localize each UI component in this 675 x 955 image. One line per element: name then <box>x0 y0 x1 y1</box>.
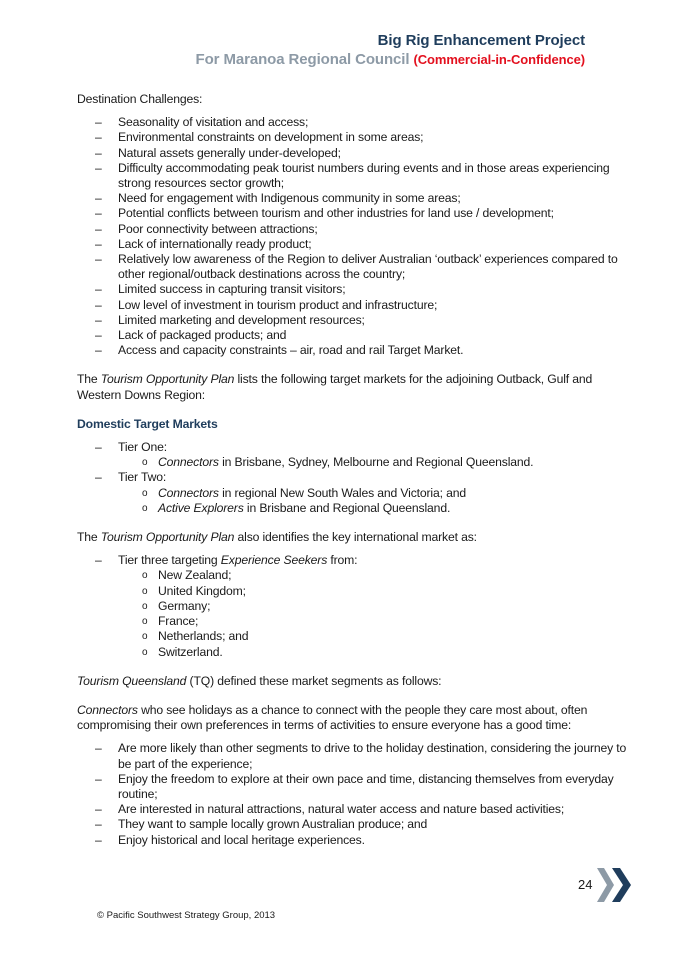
list-item: – Access and capacity constraints – air, road and rail Target Market. <box>95 343 464 358</box>
document-body <box>77 92 637 848</box>
plan-title: Tourism Opportunity Plan <box>100 530 235 545</box>
list-item: – Difficulty accommodating peak tourist numbers during events and in those areas experiencing strong resources sector growth; <box>95 160 610 191</box>
target-markets-intro: The Tourism Opportunity Plan lists the following target markets for the adjoining Outback, Gulf and Western Downs Region: <box>77 372 593 402</box>
domestic-markets-list <box>77 440 637 516</box>
organisation-name: Tourism Queensland <box>77 673 187 688</box>
dash-bullet: – <box>95 802 102 817</box>
connectors-traits-list <box>77 741 637 847</box>
challenges-list <box>77 115 637 358</box>
client-subtitle <box>196 50 585 69</box>
page-header <box>196 31 585 69</box>
dash-bullet: – <box>95 817 102 832</box>
challenges-heading: Destination Challenges: <box>77 92 203 106</box>
dash-bullet: – <box>95 553 102 568</box>
circle-bullet: o <box>142 457 148 469</box>
dash-bullet: – <box>95 160 102 175</box>
list-item: – They want to sample locally grown Australian produce; and <box>95 817 428 832</box>
list-item: – Limited marketing and development resources; <box>95 312 365 327</box>
dash-bullet: – <box>95 145 102 160</box>
project-title: Big Rig Enhancement Project <box>377 32 585 49</box>
list-item: – Enjoy historical and local heritage experiences. <box>95 832 365 847</box>
circle-bullet: o <box>142 502 148 514</box>
dash-bullet: – <box>95 297 102 312</box>
list-item: – Low level of investment in tourism product and infrastructure; <box>95 297 438 312</box>
list-item: – Relatively low awareness of the Region to deliver Australian ‘outback’ experiences compared to other regional/outback destinations across the country; <box>95 252 618 282</box>
list-item: – Environmental constraints on development in some areas; <box>95 130 424 145</box>
dash-bullet: – <box>95 191 102 206</box>
tier-one-item: – Tier One: o Connectors in Brisbane, Sydney, Melbourne and Regional Queensland. <box>77 440 637 470</box>
list-item: o Netherlands; and <box>142 629 249 644</box>
dash-bullet: – <box>95 771 102 786</box>
list-item: o Switzerland. <box>142 644 223 659</box>
list-item: – Lack of packaged products; and <box>95 328 287 343</box>
list-item: – Are more likely than other segments to drive to the holiday destination, considering the journey to be part of the experience; <box>95 741 627 771</box>
circle-bullet: o <box>142 600 148 612</box>
tier-two-item: – Tier Two: o Connectors in regional New South Wales and Victoria; and o Active Explorers in Brisbane and Regional Queensland. <box>77 470 637 516</box>
domestic-markets-heading: Domestic Target Markets <box>77 416 218 431</box>
list-item: – Are interested in natural attractions, natural water access and nature based activities; <box>95 802 565 817</box>
dash-bullet: – <box>95 115 102 130</box>
list-item: – Potential conflicts between tourism and other industries for land use / development; <box>95 206 554 221</box>
tq-segments-intro: Tourism Queensland (TQ) defined these market segments as follows: <box>77 673 442 688</box>
circle-bullet: o <box>142 616 148 628</box>
dash-bullet: – <box>95 440 102 455</box>
connectors-definition: Connectors who see holidays as a chance to connect with the people they care most about, often compromising their own preferences in terms of activities to ensure everyone has a good time: <box>77 702 588 733</box>
list-item: – Poor connectivity between attractions; <box>95 221 318 236</box>
dash-bullet: – <box>95 130 102 145</box>
dash-bullet: – <box>95 470 102 485</box>
dash-bullet: – <box>95 741 102 756</box>
client-name: For Maranoa Regional Council <box>195 51 414 68</box>
dash-bullet: – <box>95 343 102 358</box>
circle-bullet: o <box>142 585 148 597</box>
list-item: – Lack of internationally ready product; <box>95 236 312 251</box>
list-item: o Germany; <box>142 598 211 613</box>
circle-bullet: o <box>142 570 148 582</box>
dash-bullet: – <box>95 328 102 343</box>
list-item: o Connectors in Brisbane, Sydney, Melbourne and Regional Queensland. <box>142 455 534 470</box>
dash-bullet: – <box>95 206 102 221</box>
tier-one-sublist <box>118 455 637 470</box>
dash-bullet: – <box>95 832 102 847</box>
international-market-intro: The Tourism Opportunity Plan also identifies the key international market as: <box>77 530 477 545</box>
list-item: – Seasonality of visitation and access; <box>95 115 309 130</box>
international-markets-list <box>77 553 637 659</box>
dash-bullet: – <box>95 252 102 267</box>
circle-bullet: o <box>142 487 148 499</box>
list-item: – Need for engagement with Indigenous community in some areas; <box>95 191 461 206</box>
segment-name: Connectors <box>77 702 138 717</box>
list-item: o France; <box>142 614 199 629</box>
copyright-footer: © Pacific Southwest Strategy Group, 2013 <box>97 910 276 921</box>
double-chevron-right-icon <box>595 866 635 904</box>
list-item: o Active Explorers in Brisbane and Regional Queensland. <box>142 500 451 515</box>
tier-three-item: – Tier three targeting Experience Seekers from: o New Zealand; o United Kingdom; o Germany; o France; o Netherlands; and o Switzerland. <box>77 553 637 659</box>
tier-two-sublist <box>118 486 637 516</box>
list-item: o United Kingdom; <box>142 583 246 598</box>
list-item: o New Zealand; <box>142 568 232 583</box>
plan-title: Tourism Opportunity Plan <box>100 372 235 387</box>
list-item: – Natural assets generally under-developed; <box>95 145 341 160</box>
circle-bullet: o <box>142 631 148 643</box>
list-item: o Connectors in regional New South Wales and Victoria; and <box>142 485 466 500</box>
confidentiality-label: (Commercial-in-Confidence) <box>413 52 585 67</box>
page-number: 24 <box>578 877 593 892</box>
dash-bullet: – <box>95 236 102 251</box>
dash-bullet: – <box>95 282 102 297</box>
dash-bullet: – <box>95 221 102 236</box>
list-item: – Enjoy the freedom to explore at their own pace and time, distancing themselves from everyday routine; <box>95 771 614 801</box>
list-item: – Limited success in capturing transit visitors; <box>95 282 346 297</box>
countries-sublist <box>118 568 637 659</box>
circle-bullet: o <box>142 646 148 658</box>
dash-bullet: – <box>95 312 102 327</box>
